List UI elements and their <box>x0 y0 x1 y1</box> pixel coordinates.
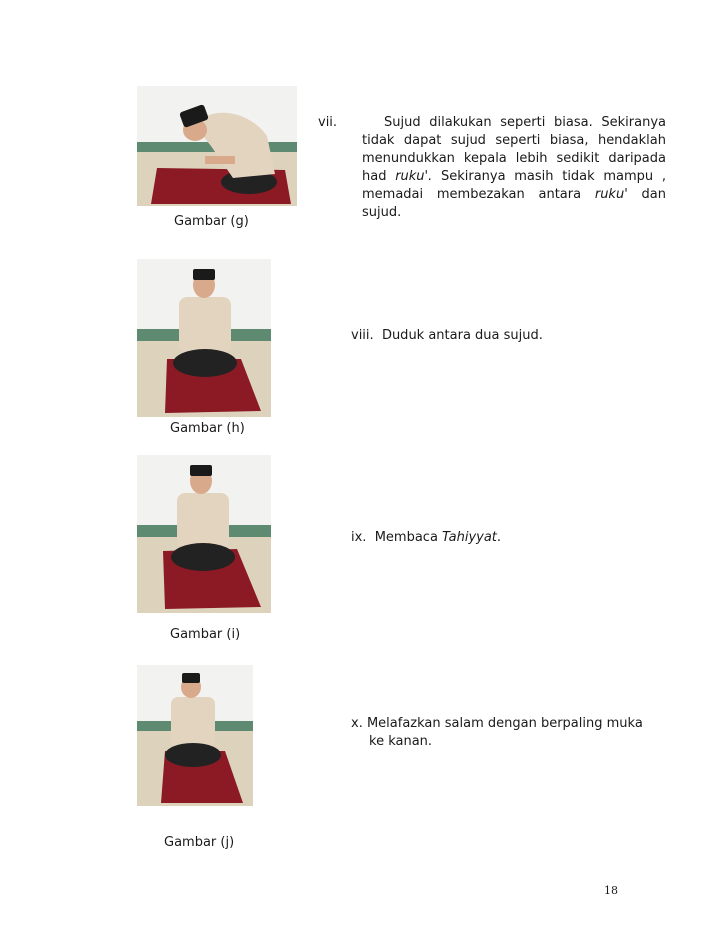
step-vii-text-3: dan sujud. <box>362 187 666 220</box>
step-vii-numeral: vii. <box>318 115 338 130</box>
step-ix-numeral: ix. <box>351 530 367 545</box>
photo-salam <box>137 665 253 806</box>
step-ix-text-after: . <box>496 530 502 545</box>
duduk-illustration <box>137 259 271 417</box>
step-viii <box>351 327 671 345</box>
figure-caption-j: Gambar (j) <box>164 835 235 850</box>
step-vii <box>318 114 667 222</box>
step-vii-text-2: Sekiranya masih tidak mampu , memadai membezakan antara <box>362 169 667 202</box>
step-ix-text: Membaca <box>374 530 443 545</box>
photo-tahiyyat <box>137 455 271 613</box>
figure-caption-i: Gambar (i) <box>170 627 241 642</box>
step-x-text-line-1: Melafazkan salam dengan berpaling muka <box>366 716 643 731</box>
step-x-text-line-2: ke kanan. <box>369 734 433 749</box>
sujud-illustration <box>137 86 297 206</box>
figure-caption-g: Gambar (g) <box>174 214 249 229</box>
step-x-line-2 <box>351 733 681 751</box>
photo-sujud <box>137 86 297 206</box>
step-x <box>351 715 681 751</box>
step-x-numeral: x. <box>351 716 363 731</box>
step-vii-text-1: Sujud dilakukan seperti biasa. Sekiranya tidak dapat sujud seperti biasa, hendaklah menundukkan kepala lebih sedikit daripada had <box>362 115 666 184</box>
salam-illustration <box>137 665 253 806</box>
figure-caption-h: Gambar (h) <box>170 421 245 436</box>
step-ix-emphasis: Tahiyyat <box>442 530 497 545</box>
step-vii-emphasis-1: ruku'. <box>395 169 433 184</box>
step-vii-paragraph <box>318 114 667 222</box>
step-viii-numeral: viii. <box>351 328 374 343</box>
step-vii-emphasis-2: ruku' <box>594 187 628 202</box>
tahiyyat-illustration <box>137 455 271 613</box>
photo-duduk <box>137 259 271 417</box>
step-ix <box>351 529 671 547</box>
step-x-line-1 <box>351 715 681 733</box>
step-viii-text: Duduk antara dua sujud. <box>381 328 543 343</box>
page-number: 18 <box>604 884 618 897</box>
